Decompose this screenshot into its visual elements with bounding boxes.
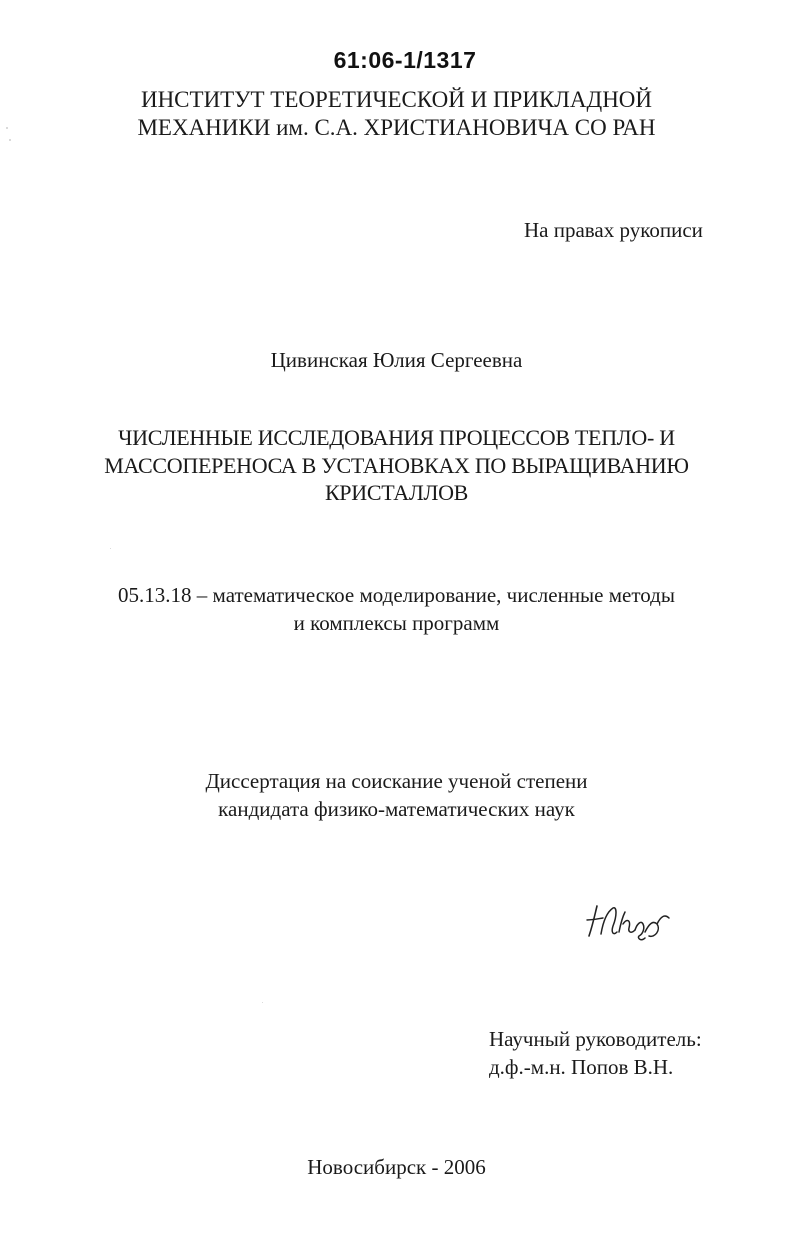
library-stamp: 61:06-1/1317 <box>333 47 477 73</box>
degree-line-1: Диссертация на соискание ученой степени <box>205 769 588 793</box>
advisor-label: Научный руководитель: <box>489 1027 702 1051</box>
institute-line-2: МЕХАНИКИ им. С.А. ХРИСТИАНОВИЧА СО РАН <box>137 115 656 140</box>
city-year: Новосибирск - 2006 <box>307 1155 486 1179</box>
institute-line-1: ИНСТИТУТ ТЕОРЕТИЧЕСКОЙ И ПРИКЛАДНОЙ <box>140 87 653 112</box>
advisor-name: д.ф.-м.н. Попов В.Н. <box>489 1055 674 1079</box>
degree-line-2: кандидата физико-математических наук <box>218 797 575 821</box>
scan-speck <box>110 548 111 549</box>
manuscript-note: На правах рукописи <box>524 218 703 242</box>
specialty-line-2: и комплексы программ <box>293 611 500 635</box>
scan-speck <box>9 139 11 141</box>
specialty-line-1: 05.13.18 – математическое моделирование, численные методы <box>118 583 675 607</box>
scan-speck <box>6 127 8 129</box>
title-line-2: МАССОПЕРЕНОСА В УСТАНОВКАХ ПО ВЫРАЩИВАНИЮ <box>104 453 689 478</box>
title-line-3: КРИСТАЛЛОВ <box>324 480 469 505</box>
scan-speck <box>262 1002 263 1003</box>
handwritten-signature <box>583 898 673 948</box>
author-name: Цивинская Юлия Сергеевна <box>270 348 523 372</box>
title-line-1: ЧИСЛЕННЫЕ ИССЛЕДОВАНИЯ ПРОЦЕССОВ ТЕПЛО- И <box>118 425 675 450</box>
